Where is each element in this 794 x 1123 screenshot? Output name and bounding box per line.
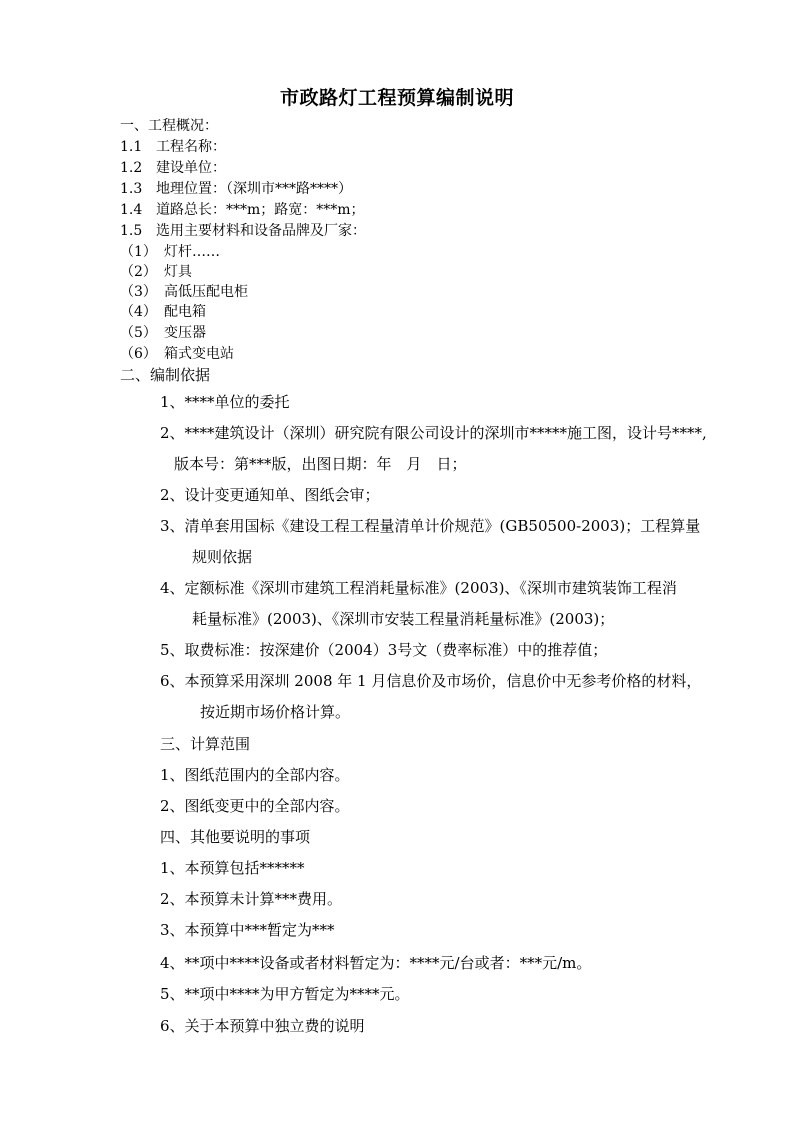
section-heading: 一、工程概况： [120,118,218,134]
notes-line: 3、本预算中***暂定为*** [160,921,335,939]
item-number: 1.1 [120,139,143,155]
item-number: （1） [120,244,157,260]
section-heading: 二、编制依据 [120,366,211,384]
basis-line: 2、设计变更通知单、图纸会审； [160,486,380,504]
basis-line: 3、清单套用国标《建设工程工程量清单计价规范》(GB50500-2003)；工程算量 [160,517,701,535]
item-text: 道路总长：***m；路宽：***m； [156,202,365,218]
item-number: （6） [120,346,157,362]
material-item [120,344,234,364]
overview-item [120,158,226,178]
material-item [120,282,248,302]
basis-line: 1、****单位的委托 [160,393,290,411]
item-text: 配电箱 [164,304,206,320]
section-heading: 四、其他要说明的事项 [160,828,311,846]
scope-line: 1、图纸范围内的全部内容。 [160,766,350,784]
section-heading: 三、计算范围 [160,735,251,753]
item-number: （5） [120,325,157,341]
item-text: 高低压配电柜 [164,284,248,300]
basis-line: 版本号：第***版，出图日期：年 月 日； [174,455,467,473]
item-number: （3） [120,284,157,300]
material-item [120,262,192,282]
item-number: 1.5 [120,223,143,239]
item-number: （2） [120,264,157,280]
item-text: 灯杆…… [164,244,220,260]
notes-line: 1、本预算包括****** [160,859,305,877]
document-title: 市政路灯工程预算编制说明 [279,87,514,109]
item-text: 选用主要材料和设备品牌及厂家： [156,223,366,239]
item-number: 1.4 [120,202,143,218]
overview-item [120,221,366,241]
basis-line: 2、****建筑设计（深圳）研究院有限公司设计的深圳市*****施工图，设计号****, [160,424,707,442]
overview-item [120,137,226,157]
item-number: 1.2 [120,160,143,176]
item-text: 变压器 [164,325,206,341]
item-text: 工程名称： [156,139,226,155]
basis-line: 规则依据 [192,548,253,566]
notes-line: 2、本预算未计算***费用。 [160,890,343,908]
item-number: 1.3 [120,181,143,197]
material-item [120,242,220,262]
item-number: （4） [120,304,157,320]
scope-line: 2、图纸变更中的全部内容。 [160,797,350,815]
basis-line: 5、取费标准：按深建价（2004）3号文（费率标准）中的推荐值； [160,641,608,659]
notes-line: 5、**项中****为甲方暂定为****元。 [160,985,410,1003]
item-text: 地理位置：（深圳市***路****） [156,181,352,197]
notes-line: 4、**项中****设备或者材料暂定为：****元/台或者：***元/m。 [160,954,592,972]
item-text: 建设单位： [156,160,226,176]
overview-item [120,179,352,199]
item-text: 箱式变电站 [164,346,234,362]
basis-line: 4、定额标准《深圳市建筑工程消耗量标准》(2003)、《深圳市建筑装饰工程消 [160,579,677,597]
overview-item [120,200,365,220]
notes-line: 6、关于本预算中独立费的说明 [160,1017,365,1035]
basis-line: 6、本预算采用深圳 2008 年 1 月信息价及市场价，信息价中无参考价格的材料， [160,672,702,690]
basis-line: 按近期市场价格计算。 [200,703,351,721]
material-item [120,323,206,343]
basis-line: 耗量标准》(2003)、《深圳市安装工程量消耗量标准》(2003)； [192,610,615,628]
material-item [120,302,206,322]
item-text: 灯具 [164,264,192,280]
